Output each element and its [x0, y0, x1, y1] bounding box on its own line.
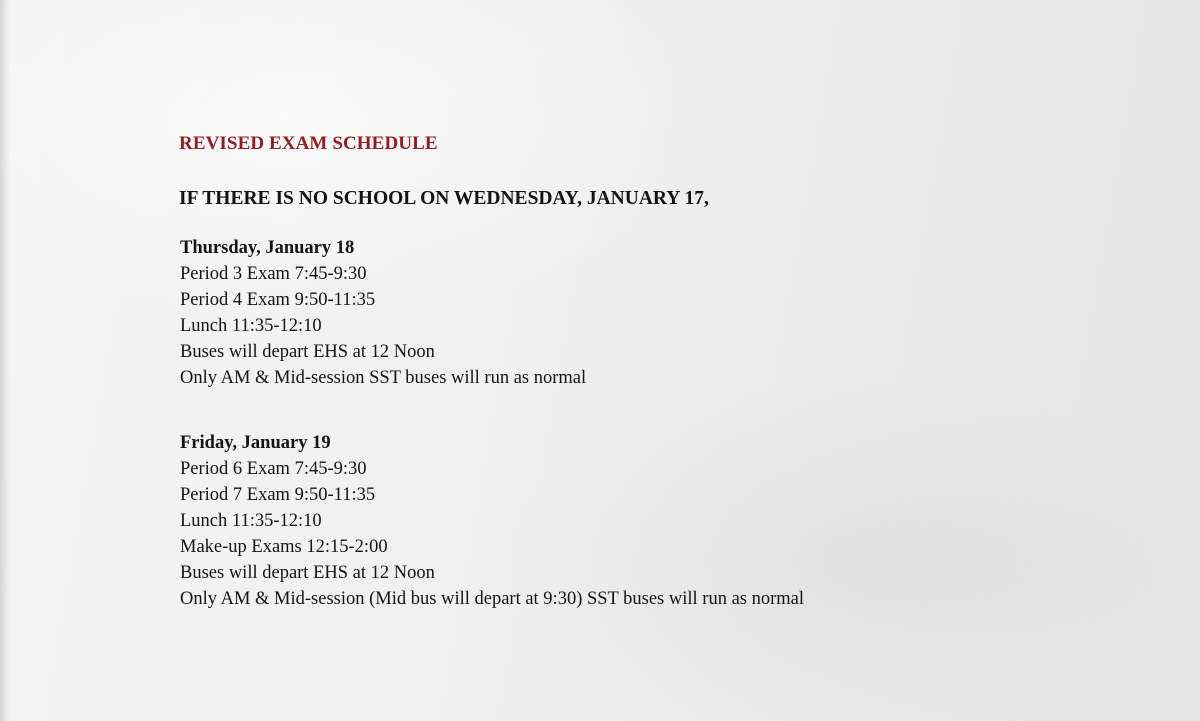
- day-heading: Thursday, January 18: [180, 238, 355, 258]
- day-section-friday: [180, 430, 804, 612]
- schedule-line: Lunch 11:35-12:10: [180, 511, 322, 531]
- schedule-line: Buses will depart EHS at 12 Noon: [180, 342, 435, 362]
- schedule-line: Period 3 Exam 7:45-9:30: [180, 264, 367, 284]
- day-section-thursday: [180, 235, 586, 391]
- document-title: REVISED EXAM SCHEDULE: [179, 133, 438, 154]
- schedule-line: Lunch 11:35-12:10: [180, 316, 322, 336]
- schedule-line: Period 7 Exam 9:50-11:35: [180, 485, 376, 505]
- day-heading: Friday, January 19: [180, 433, 331, 453]
- paper-edge-shadow: [0, 0, 10, 721]
- schedule-condition: IF THERE IS NO SCHOOL ON WEDNESDAY, JANUARY 17,: [179, 188, 709, 209]
- schedule-line: Buses will depart EHS at 12 Noon: [180, 563, 435, 583]
- schedule-line: Period 6 Exam 7:45-9:30: [180, 459, 367, 479]
- schedule-line: Only AM & Mid-session (Mid bus will depart at 9:30) SST buses will run as normal: [180, 589, 805, 609]
- schedule-line: Period 4 Exam 9:50-11:35: [180, 290, 376, 310]
- schedule-line: Make-up Exams 12:15-2:00: [180, 537, 388, 557]
- schedule-line: Only AM & Mid-session SST buses will run as normal: [180, 368, 587, 388]
